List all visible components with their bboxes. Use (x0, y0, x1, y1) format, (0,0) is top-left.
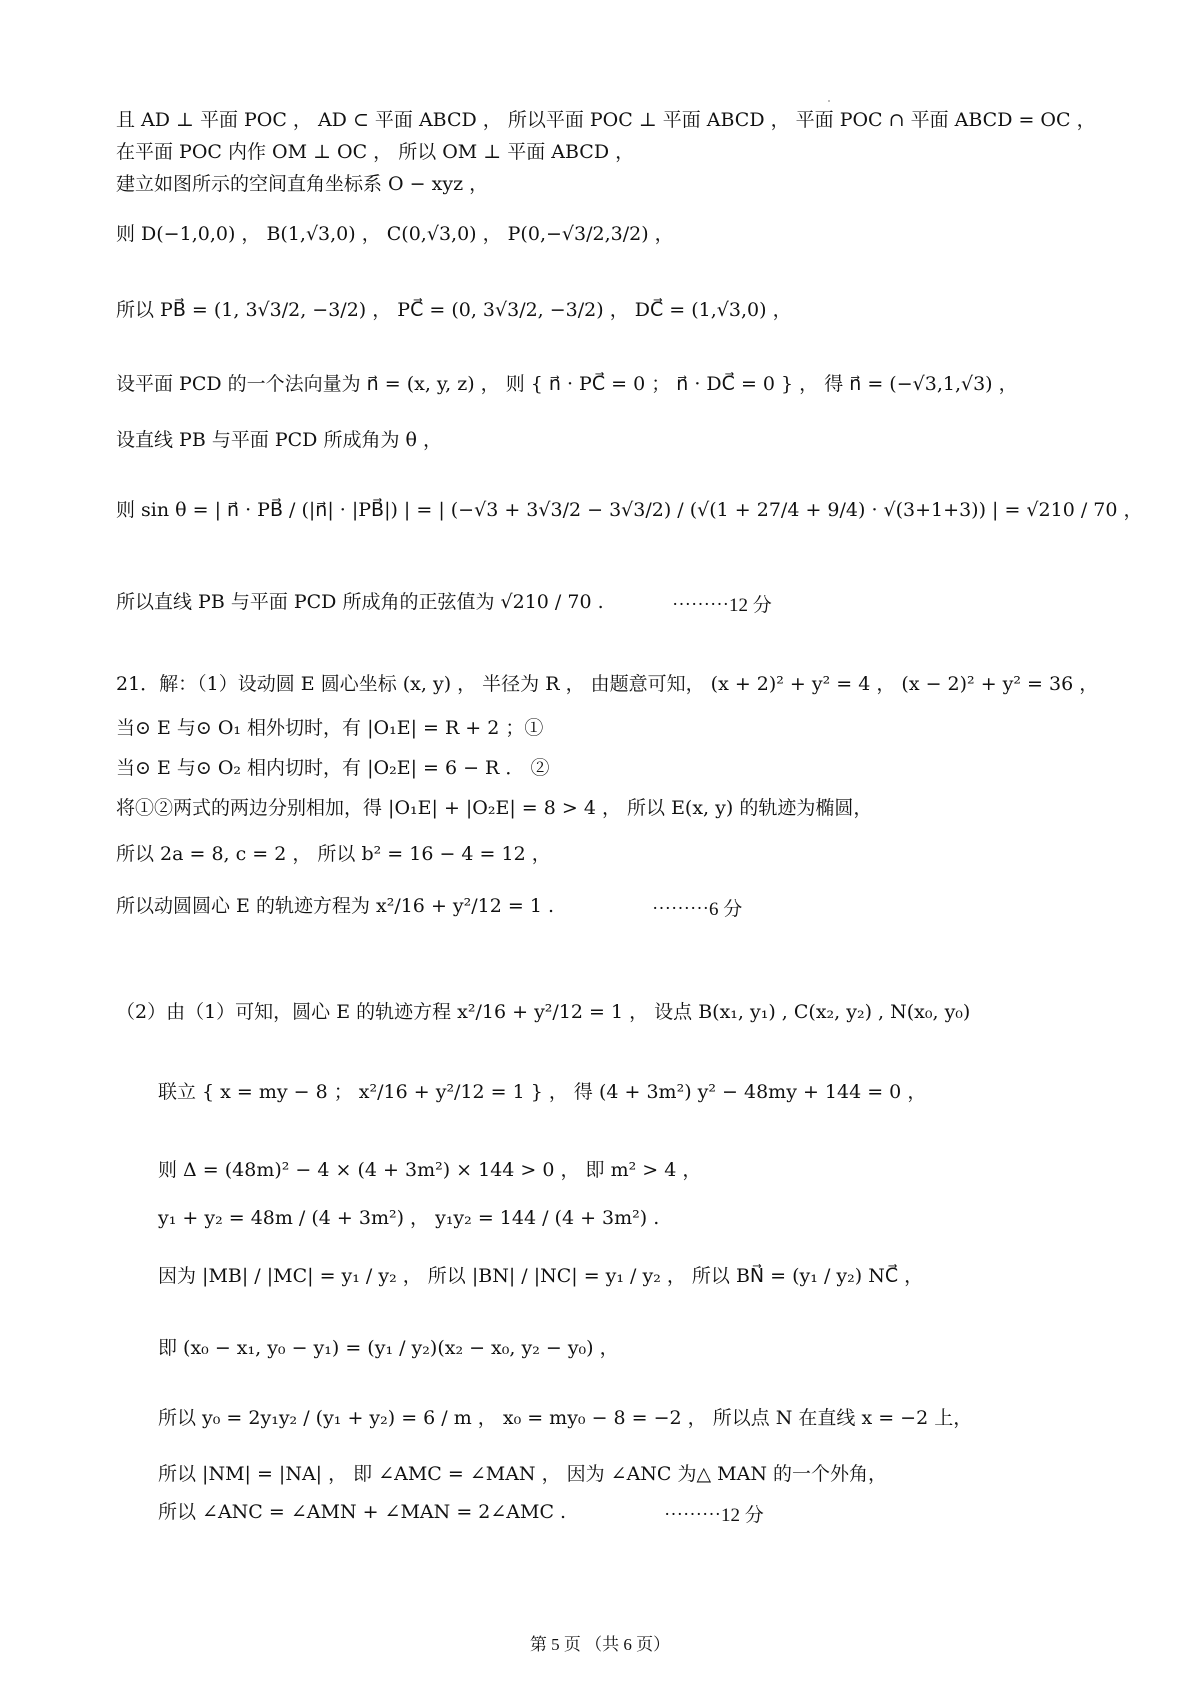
text-line: 因为 |MB| / |MC| = y₁ / y₂ ， 所以 |BN| / |NC| = y₁ / y₂ ， 所以 BN⃗ = (y₁ / y₂) NC⃗ ， (158, 1265, 924, 1287)
text-line: 即 (x₀ − x₁, y₀ − y₁) = (y₁ / y₂)(x₂ − x₀, y₂ − y₀) ， (158, 1337, 619, 1359)
score-label: ⋯⋯⋯12 分 (664, 1505, 764, 1526)
text-line: 所以 PB⃗ = (1, 3√3/2, −3/2) ， PC⃗ = (0, 3√3/2, −3/2) ， DC⃗ = (1,√3,0) ， (116, 299, 792, 321)
text-line: 联立 { x = my − 8 ； x²/16 + y²/12 = 1 } ， 得 (4 + 3m²) y² − 48my + 144 = 0 ， (158, 1081, 927, 1103)
text-line: 所以 ∠ANC = ∠AMN + ∠MAN = 2∠AMC . (158, 1501, 567, 1523)
text-line: 所以动圆圆心 E 的轨迹方程为 x²/16 + y²/12 = 1 . (116, 895, 554, 917)
text-line: 在平面 POC 内作 OM ⊥ OC ， 所以 OM ⊥ 平面 ABCD ， (116, 141, 635, 163)
scan-speck (828, 100, 830, 102)
text-line: 则 D(−1,0,0) ， B(1,√3,0) ， C(0,√3,0) ， P(0,−√3/2,3/2) ， (116, 223, 674, 245)
score-label: ⋯⋯⋯12 分 (672, 595, 772, 616)
text-line: 建立如图所示的空间直角坐标系 O − xyz ， (116, 173, 489, 195)
text-line: 当⊙ E 与⊙ O₂ 相内切时，有 |O₂E| = 6 − R ． ② (116, 757, 550, 779)
score-label: ⋯⋯⋯6 分 (652, 899, 743, 920)
text-line: 所以 y₀ = 2y₁y₂ / (y₁ + y₂) = 6 / m ， x₀ = my₀ − 8 = −2 ， 所以点 N 在直线 x = −2 上， (158, 1407, 973, 1429)
text-line: 所以 |NM| = |NA| ， 即 ∠AMC = ∠MAN ， 因为 ∠ANC 为△ MAN 的一个外角， (158, 1463, 887, 1485)
text-line: 所以 2a = 8, c = 2 ， 所以 b² = 16 − 4 = 12 ， (116, 843, 551, 865)
text-line: 设平面 PCD 的一个法向量为 n⃗ = (x, y, z) ， 则 { n⃗ · PC⃗ = 0 ； n⃗ · DC⃗ = 0 } ， 得 n⃗ = (−√3,1,√3) ， (116, 373, 1018, 395)
text-line: 则 sin θ = | n⃗ · PB⃗ / (|n⃗| · |PB⃗|) | = | (−√3 + 3√3/2 − 3√3/2) / (√(1 + 27/4 + 9/4) · √(3+1+3)) | = √210 / 70 ， (116, 499, 1143, 521)
text-line: （2）由（1）可知，圆心 E 的轨迹方程 x²/16 + y²/12 = 1 ， 设点 B(x₁, y₁) , C(x₂, y₂) , N(x₀, y₀) (116, 1001, 971, 1023)
text-line: 将①②两式的两边分别相加，得 |O₁E| + |O₂E| = 8 > 4 ， 所以 E(x, y) 的轨迹为椭圆， (116, 797, 873, 819)
text-line: 21．解：（1）设动圆 E 圆心坐标 (x, y) ， 半径为 R ， 由题意可知， (x + 2)² + y² = 4 ， (x − 2)² + y² = 36 ， (116, 673, 1099, 695)
text-line: 则 Δ = (48m)² − 4 × (4 + 3m²) × 144 > 0 ， 即 m² > 4 ， (158, 1159, 702, 1181)
text-line: 设直线 PB 与平面 PCD 所成角为 θ ， (116, 429, 442, 451)
text-line: y₁ + y₂ = 48m / (4 + 3m²) ， y₁y₂ = 144 / (4 + 3m²) . (158, 1207, 660, 1229)
text-line: 当⊙ E 与⊙ O₁ 相外切时，有 |O₁E| = R + 2 ；① (116, 717, 544, 739)
text-line: 且 AD ⊥ 平面 POC ， AD ⊂ 平面 ABCD ， 所以平面 POC ⊥ 平面 ABCD ， 平面 POC ∩ 平面 ABCD = OC ， (116, 109, 1096, 131)
page-footer: 第 5 页 （共 6 页） (529, 1635, 671, 1654)
text-line: 所以直线 PB 与平面 PCD 所成角的正弦值为 √210 / 70 . (116, 591, 604, 613)
